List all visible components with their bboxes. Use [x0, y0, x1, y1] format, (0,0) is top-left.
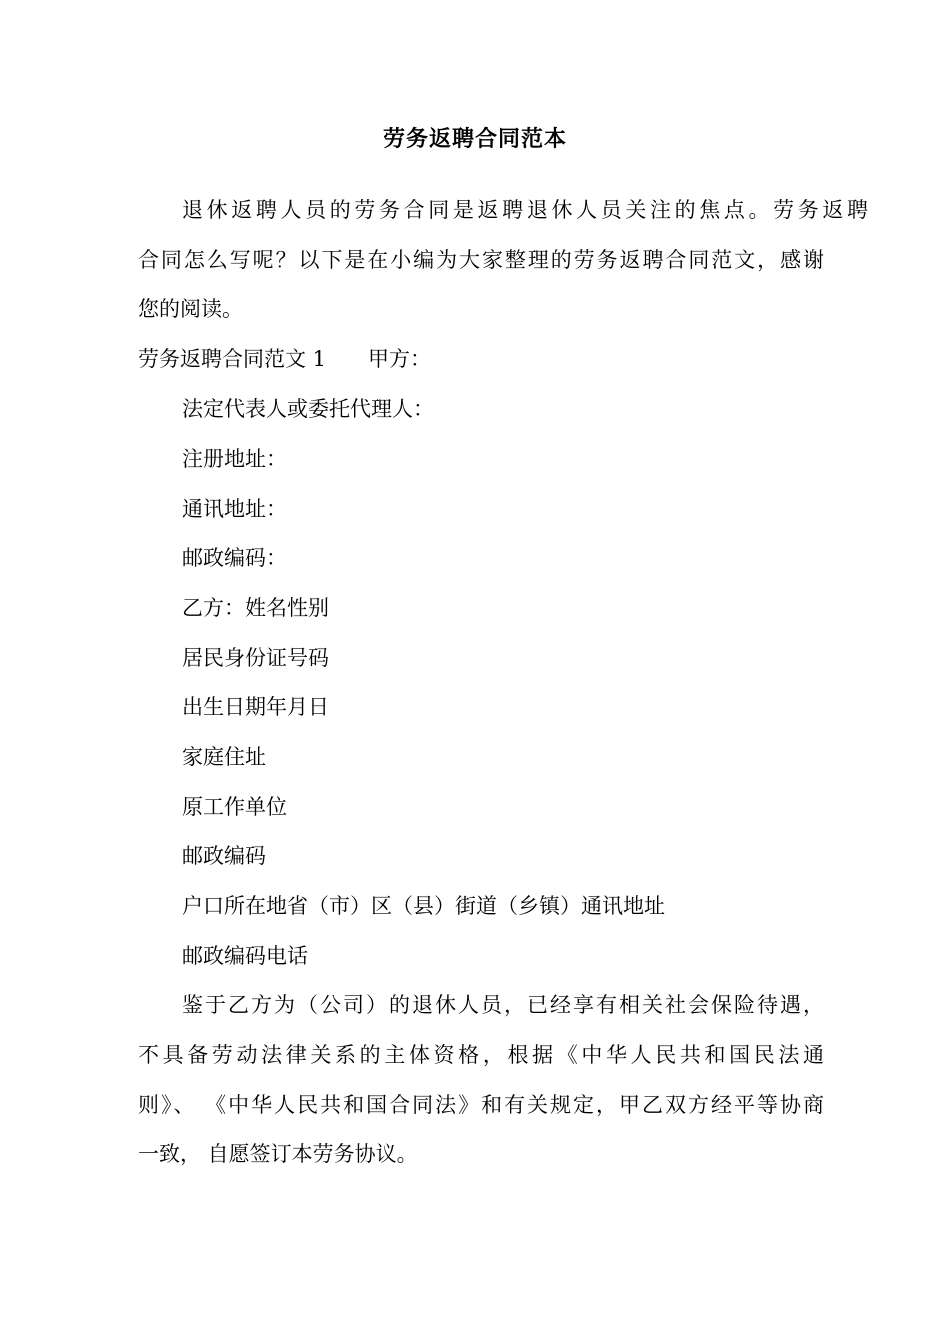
- party-b-home-address: 家庭住址: [182, 745, 266, 769]
- party-a-representative: 法定代表人或委托代理人：: [182, 397, 434, 421]
- recital-line-2: 不具备劳动法律关系的主体资格，根据《中华人民共和国民法通: [138, 1043, 824, 1067]
- recital-line-1: 鉴于乙方为（公司）的退休人员，已经享有相关社会保险待遇，: [182, 993, 824, 1017]
- party-b-birth-date: 出生日期年月日: [182, 695, 329, 719]
- party-a-label: 甲方：: [368, 347, 432, 371]
- document-title: 劳务返聘合同范本: [382, 127, 567, 152]
- party-b-name-gender: 乙方：姓名性别: [182, 596, 329, 620]
- recital-line-3: 则》、 《中华人民共和国合同法》和有关规定，甲乙双方经平等协商: [138, 1093, 824, 1117]
- party-b-household-registration: 户口所在地省（市）区（县）街道（乡镇）通讯地址: [182, 894, 665, 918]
- intro-line-2: 合同怎么写呢？以下是在小编为大家整理的劳务返聘合同范文，感谢: [138, 248, 824, 272]
- party-b-postal-code-phone: 邮政编码电话: [182, 944, 308, 968]
- party-b-id-number: 居民身份证号码: [182, 646, 329, 670]
- party-a-mailing-address: 通讯地址：: [182, 497, 287, 521]
- section-heading: 劳务返聘合同范文 1: [138, 347, 327, 371]
- section-heading-row: [138, 344, 431, 374]
- intro-line-1: 退休返聘人员的劳务合同是返聘退休人员关注的焦点。劳务返聘: [182, 198, 868, 222]
- party-a-registered-address: 注册地址：: [182, 447, 287, 471]
- party-b-former-employer: 原工作单位: [182, 795, 287, 819]
- party-a-postal-code: 邮政编码：: [182, 546, 287, 570]
- party-b-postal-code: 邮政编码: [182, 844, 266, 868]
- recital-line-4: 一致， 自愿签订本劳务协议。: [138, 1142, 418, 1166]
- intro-line-3: 您的阅读。: [138, 297, 243, 321]
